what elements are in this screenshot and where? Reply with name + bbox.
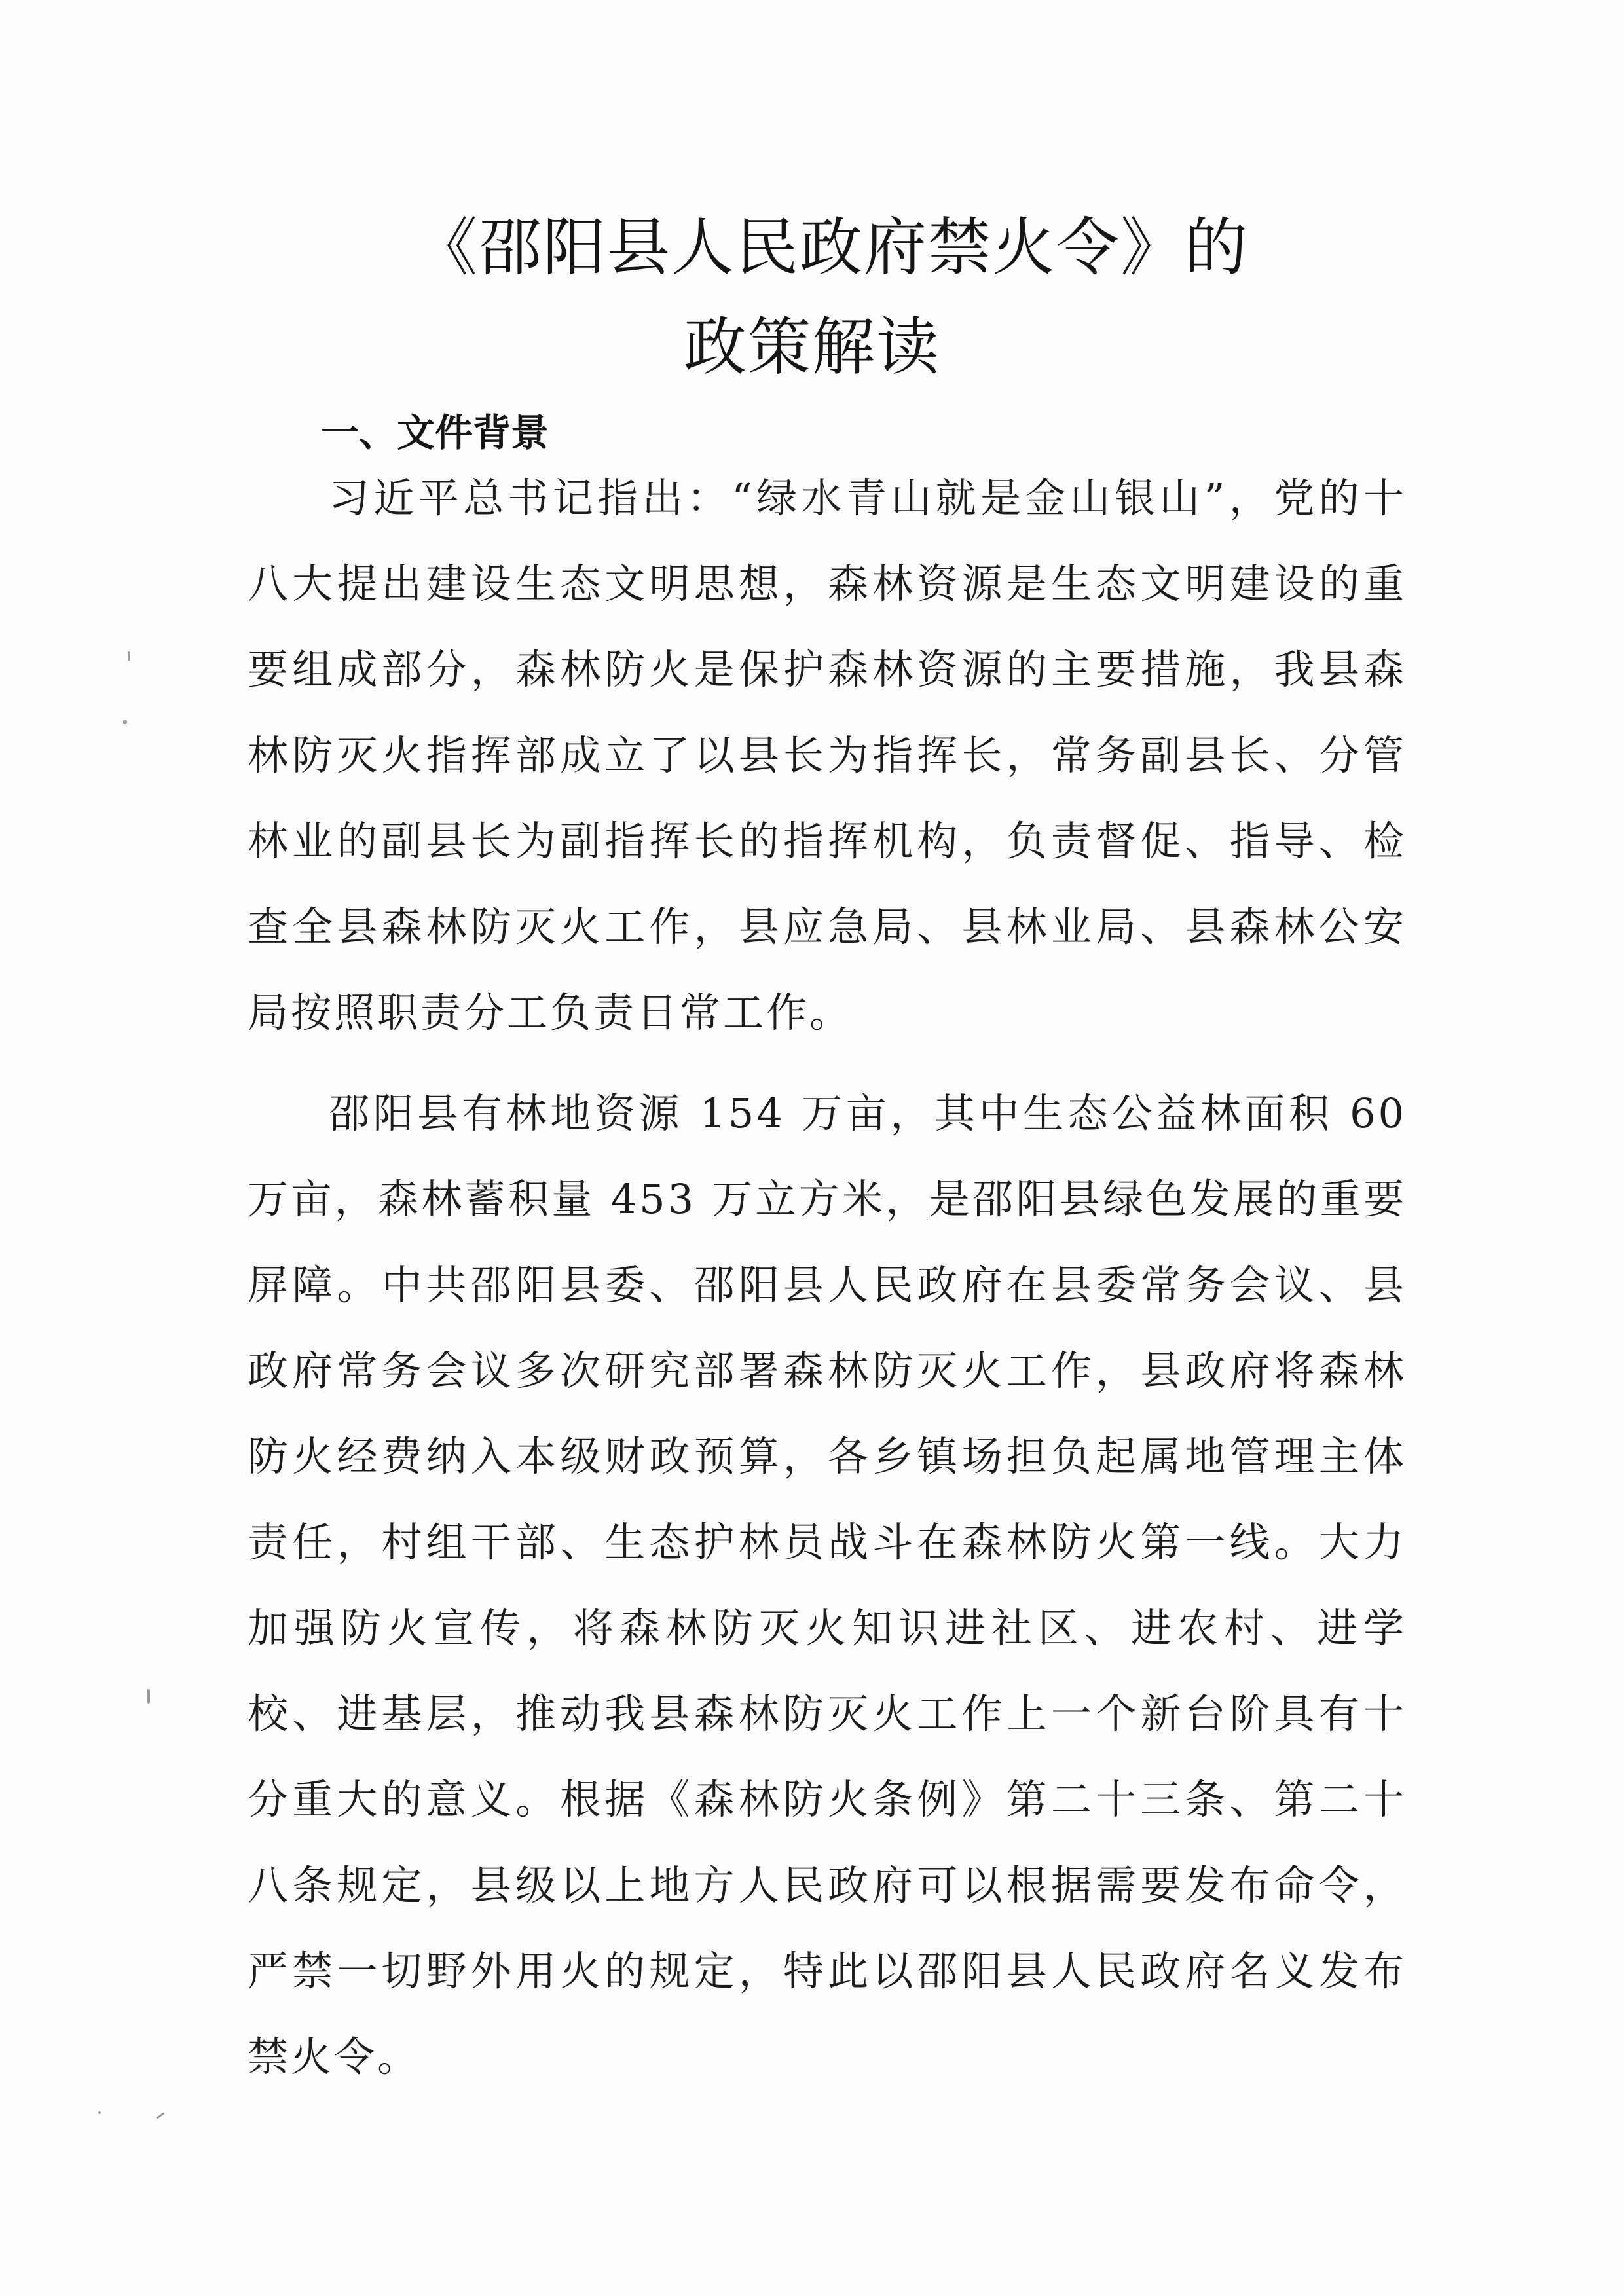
scan-speck (123, 720, 127, 724)
scan-speck (156, 2112, 164, 2119)
section-heading: 一、文件背景 (321, 410, 549, 455)
scan-speck (128, 651, 130, 661)
scan-speck (98, 2111, 101, 2114)
document-title-line2: 政策解读 (684, 310, 940, 384)
paragraph-background: 习近平总书记指出：“绿水青山就是金山银山”，党的十八大提出建设生态文明思想，森林资源是生态文明建设的重要组成部分，森林防火是保护森林资源的主要措施，我县森林防灭火指挥部成立了以县长为指挥长，常务副县长、分管林业的副县长为副指挥长的指挥机构，负责督促、指导、检查全县森林防灭火工作，县应急局、县林业局、县森林公安局按照职责分工负责日常工作。 (248, 474, 1407, 1036)
scan-speck (147, 1689, 150, 1704)
paragraph-forest-resources: 邵阳县有林地资源 154 万亩，其中生态公益林面积 60 万亩，森林蓄积量 453 万立方米，是邵阳县绿色发展的重要屏障。中共邵阳县委、邵阳县人民政府在县委常务会议、县政府常务会议多次研究部署森林防灭火工作，县政府将森林防火经费纳入本级财政预算，各乡镇场担负起属地管理主体责任，村组干部、生态护林员战斗在森林防火第一线。大力加强防火宣传，将森林防灭火知识进社区、进农村、进学校、进基层，推动我县森林防灭火工作上一个新台阶具有十分重大的意义。根据《森林防火条例》第二十三条、第二十八条规定，县级以上地方人民政府可以根据需要发布命令，严禁一切野外用火的规定，特此以邵阳县人民政府名义发布禁火令。 (248, 1089, 1407, 2081)
document-title-line1: 《邵阳县人民政府禁火令》的 (415, 211, 1249, 284)
